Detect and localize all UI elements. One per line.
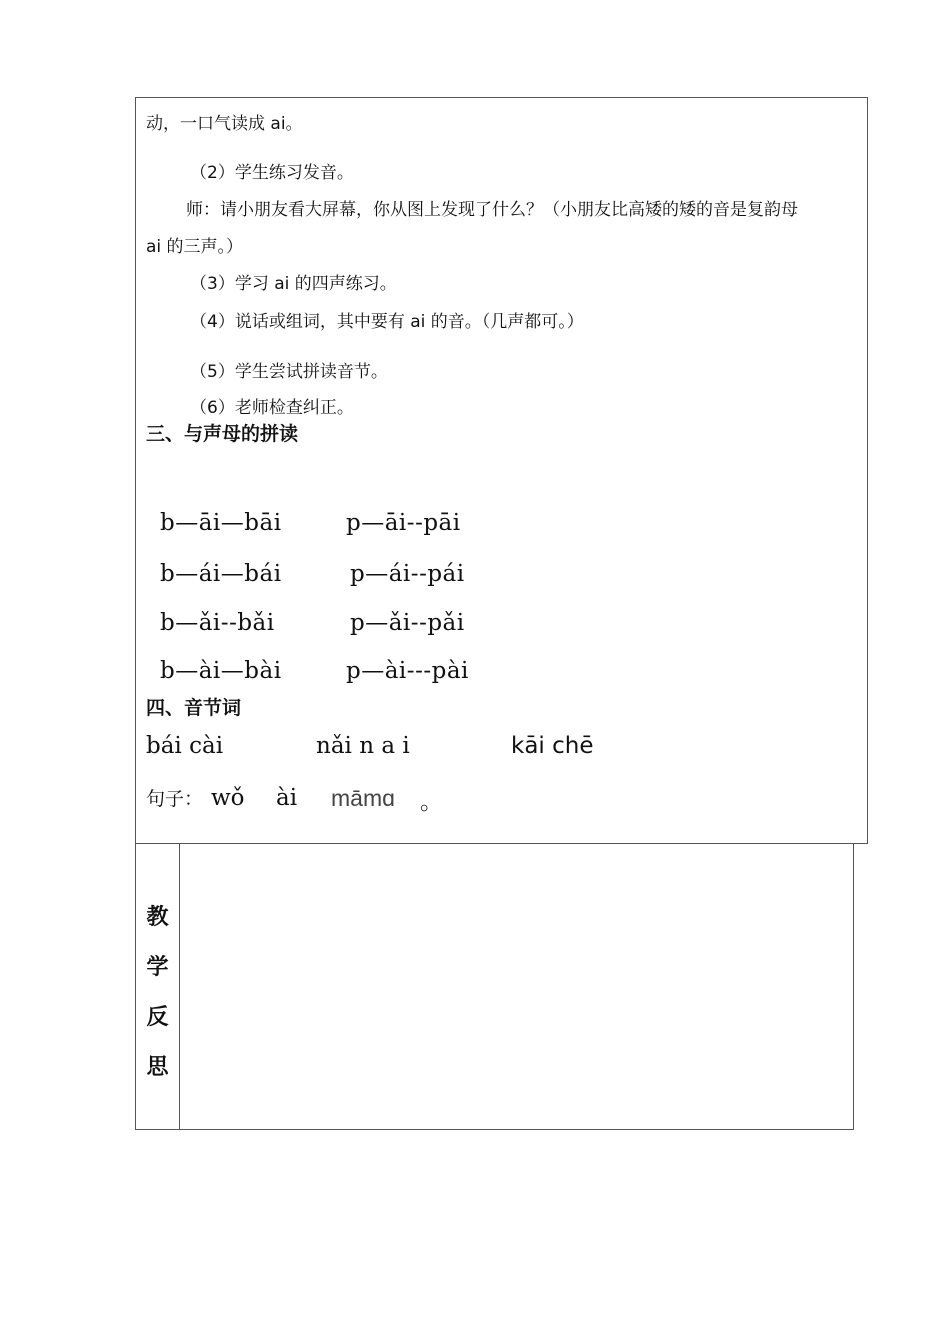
- pinyin-p-row-1: p—āi--pāi: [346, 510, 461, 536]
- pinyin-p-row-2: p—ái--pái: [350, 561, 465, 587]
- text-line-6: （4）说话或组词，其中要有 ai 的音。（几声都可。）: [190, 312, 584, 332]
- syllable-word-2: nǎi n a i: [316, 733, 410, 759]
- sentence-word-1: wǒ: [211, 785, 245, 811]
- teaching-reflection-box: [135, 844, 854, 1130]
- syllable-word-1: bái cài: [146, 733, 224, 759]
- text-line-2: （2）学生练习发音。: [190, 163, 354, 183]
- reflection-char-3: 反: [146, 1004, 169, 1030]
- section-3-heading: 三、与声母的拼读: [146, 423, 299, 445]
- sentence-period: 。: [420, 789, 443, 815]
- reflection-char-1: 教: [146, 904, 169, 930]
- pinyin-b-row-1: b—āi—bāi: [160, 510, 282, 536]
- text-line-3: 师：请小朋友看大屏幕，你从图上发现了什么？（小朋友比高矮的矮的音是复韵母: [186, 200, 798, 220]
- sentence-word-3: māmɑ: [331, 785, 395, 811]
- teaching-reflection-label: [136, 892, 179, 1092]
- text-line-1: 动，一口气读成 ai。: [146, 114, 303, 134]
- pinyin-b-row-2: b—ái—bái: [160, 561, 282, 587]
- text-line-7: （5）学生尝试拼读音节。: [190, 362, 388, 382]
- reflection-char-4: 思: [146, 1054, 169, 1080]
- text-line-8: （6）老师检查纠正。: [190, 398, 354, 418]
- pinyin-p-row-3: p—ǎi--pǎi: [350, 610, 465, 636]
- pinyin-p-row-4: p—ài---pài: [346, 658, 469, 684]
- syllable-word-3: kāi chē: [511, 733, 594, 759]
- pinyin-b-row-4: b—ài—bài: [160, 658, 282, 684]
- section-4-heading: 四、音节词: [146, 697, 242, 719]
- sentence-label: 句子：: [146, 788, 204, 810]
- reflection-char-2: 学: [146, 954, 169, 980]
- reflection-divider: [179, 844, 180, 1129]
- pinyin-b-row-3: b—ǎi--bǎi: [160, 610, 275, 636]
- sentence-word-2: ài: [276, 785, 298, 811]
- text-line-5: （3）学习 ai 的四声练习。: [190, 274, 397, 294]
- text-line-4: ai 的三声。）: [146, 237, 244, 257]
